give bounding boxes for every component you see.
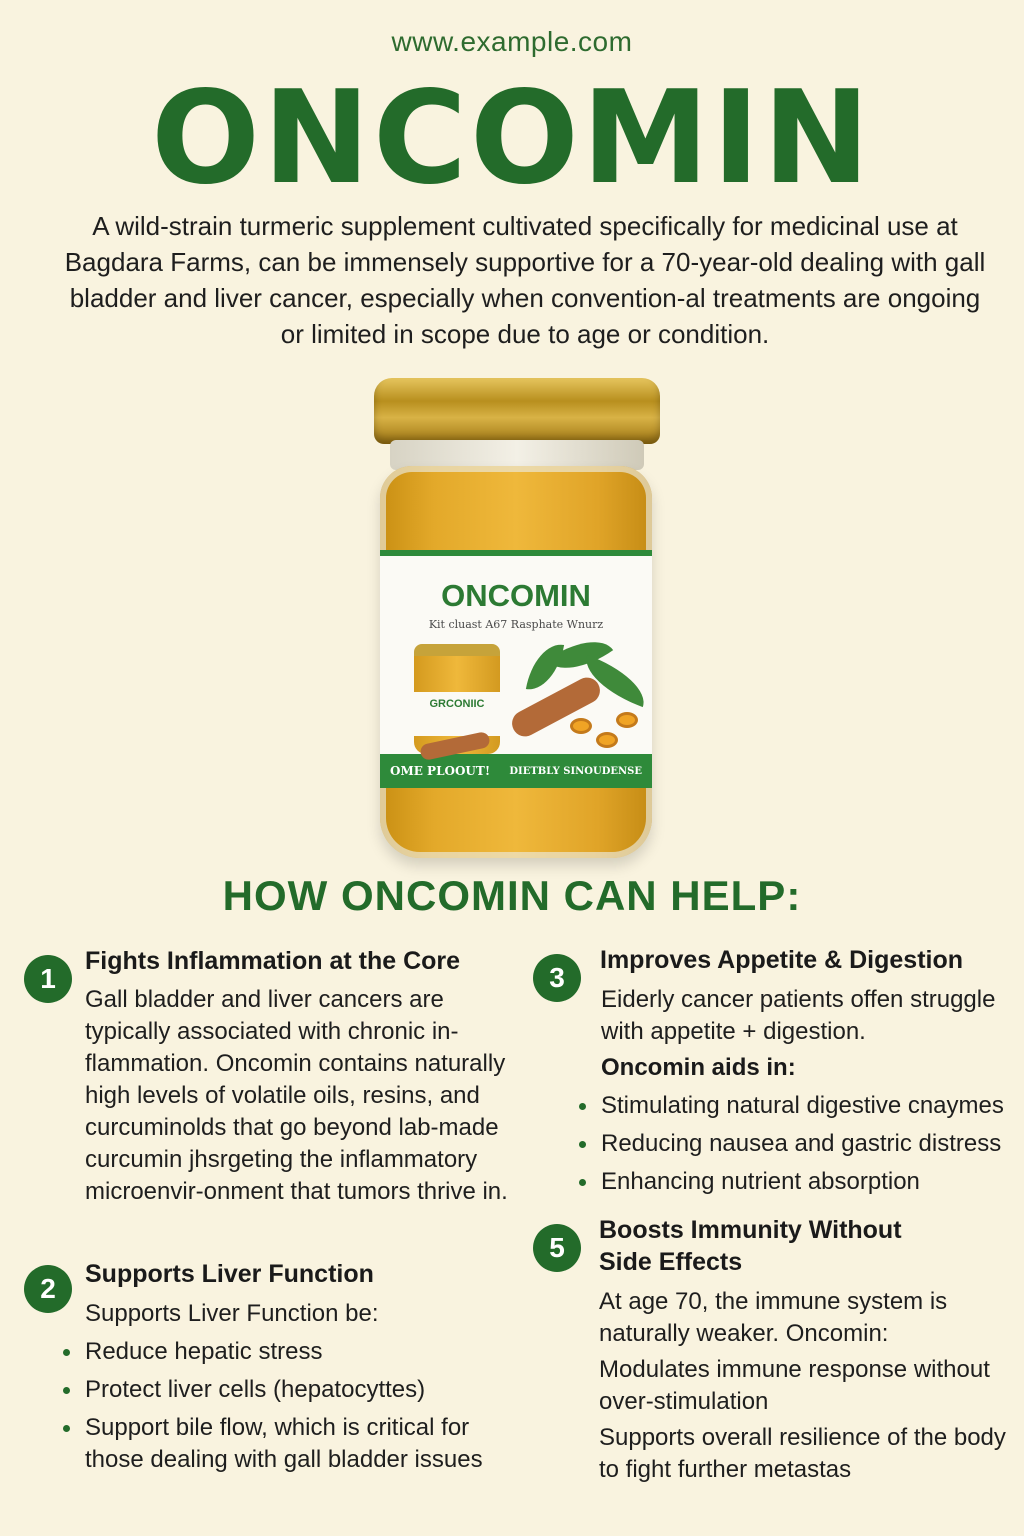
number-badge-1: 1 [24,955,72,1003]
jar-label-bar [380,756,652,786]
item-text-5c: Supports overall resilience of the body to fight further metastas [599,1424,1006,1483]
turmeric-slice-icon [596,732,618,748]
section-title: HOW ONCOMIN CAN HELP: [222,872,802,919]
jar-label [380,550,652,788]
list-item: Reduce hepatic stress [63,1336,525,1368]
mini-jar-label: GRCONIIC [414,692,500,736]
list-item: Protect liver cells (hepatocyttes) [63,1374,525,1406]
item-title-3: Improves Appetite & Digestion [600,946,964,974]
jar-label-brand: ONCOMIN [441,578,591,613]
number-badge-3: 3 [533,954,581,1002]
turmeric-slice-icon [616,712,638,728]
item-text-5b: Modulates immune response without over-stimulation [599,1356,990,1415]
list-item: Support bile flow, which is critical for those dealing with gall bladder issues [63,1412,525,1476]
item-bullets-3 [579,1090,1019,1204]
turmeric-root-icon [508,673,605,741]
item-text-2: Supports Liver Function be: [85,1300,379,1327]
website-url: www.example.com [391,26,633,57]
turmeric-slice-icon [570,718,592,734]
list-item: Reducing nausea and gastric distress [579,1128,1019,1160]
item-subheading-3: Oncomin aids in: [601,1054,796,1081]
item-title-1: Fights Inflammation at the Core [85,947,461,975]
item-title-5: Boosts Immunity Without Side Effects [599,1216,902,1276]
brand-title: ONCOMIN [151,64,873,213]
number-badge-2: 2 [24,1265,72,1313]
product-jar-image [360,378,670,868]
item-bullets-2 [63,1336,525,1482]
item-text-5: At age 70, the immune system is naturally weaker. Oncomin: [599,1288,948,1347]
intro-paragraph: A wild-strain turmeric supplement cultivated specifically for medicinal use at Bagdara Farms, can be immensely supportive for a 70-year-old dealing with gall bladder and liver cancer, especially when convention-al treatments are ongoing or limited in scope due to age or condition. [64,211,986,349]
jar-bar-left-text: OME PLOOUT! [390,764,491,778]
item-title-2: Supports Liver Function [85,1260,374,1288]
jar-lid [374,378,660,444]
jar-bar-right-text: DIETBLY SINOUDENSE [509,765,642,777]
list-item: Enhancing nutrient absorption [579,1166,1019,1198]
list-item: Stimulating natural digestive cnaymes [579,1090,1019,1122]
item-text-1: Gall bladder and liver cancers are typically associated with chronic in-flammation. Oncomin contains naturally high levels of volatile oils, resins, and curcuminolds that go beyond lab-made curcumin jhsrgeting the inflammatory microenvir-onment that tumors thrive in. [85,986,508,1205]
item-text-3: Eiderly cancer patients offen struggle with appetite + digestion. [601,986,996,1045]
number-badge-5: 5 [533,1224,581,1272]
jar-label-subtitle: Kit cluast A67 Rasphate Wnurz [428,618,604,631]
